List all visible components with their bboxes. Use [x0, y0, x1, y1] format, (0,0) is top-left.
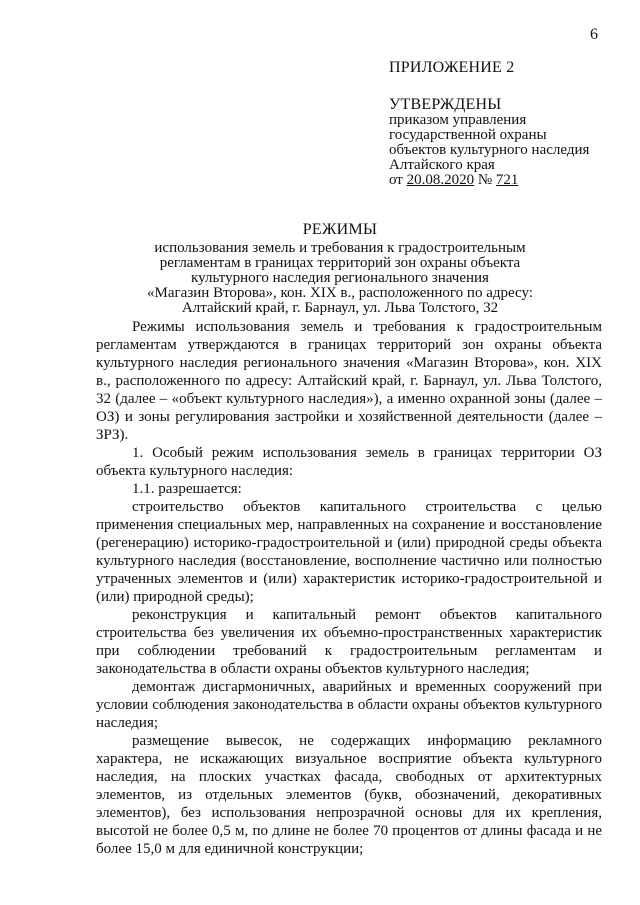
intro-paragraph: Режимы использования земель и требования к градостроительным регламентам утверждаются в границах территорий зон охраны объекта культурного наследия регионального значения «Магазин Второва», кон. XIX в., расположенного по адресу: Алтайский край, г. Барнаул, ул. Льва Толстого, 32 (далее – «объект культурного наследия»), а именно охранной зоны (далее – ОЗ) и зоны регулирования застройки и хозяйственной деятельности (далее – ЗРЗ).	[96, 319, 602, 443]
appendix-label: ПРИЛОЖЕНИЕ 2	[389, 59, 515, 76]
heading-line: использования земель и требования к градостроительным	[154, 240, 526, 256]
approval-date-line	[389, 173, 629, 188]
heading-line: регламентам в границах территорий зон охраны объекта	[159, 255, 521, 271]
list-paragraph: демонтаж дисгармоничных, аварийных и временных сооружений при условии соблюдения законодательства в области охраны объектов культурного наследия;	[96, 679, 602, 731]
heading-line: культурного наследия регионального значения	[191, 270, 489, 286]
approval-block	[389, 60, 629, 188]
heading-line: Алтайский край, г. Барнаул, ул. Льва Толстого, 32	[181, 300, 499, 316]
heading-line: «Магазин Второва», кон. XIX в., расположенного по адресу:	[147, 285, 533, 301]
document-title: РЕЖИМЫ	[302, 221, 378, 238]
approval-line: государственной охраны	[389, 127, 547, 143]
order-date: 20.08.2020	[406, 172, 475, 188]
approval-line: приказом управления	[389, 112, 527, 128]
approved-label: УТВЕРЖДЕНЫ	[389, 96, 502, 113]
subsection-paragraph: 1.1. разрешается:	[132, 481, 242, 497]
page-number: 6	[590, 26, 598, 43]
list-paragraph: реконструкция и капитальный ремонт объектов капитального строительства без увеличения их объемно-пространственных характеристик при соблюдении требований к градостроительным регламентам и законодательства в области охраны объектов культурного наследия;	[96, 607, 602, 677]
document-heading	[60, 222, 620, 316]
document-body	[96, 318, 602, 858]
approval-line: объектов культурного наследия	[389, 142, 590, 158]
section-paragraph: 1. Особый режим использования земель в границах территории ОЗ объекта культурного наследия:	[96, 445, 602, 479]
approval-line: Алтайского края	[389, 157, 495, 173]
date-prefix: от	[389, 172, 407, 188]
order-number: 721	[495, 172, 519, 188]
list-paragraph: строительство объектов капитального строительства с целью применения специальных мер, направленных на сохранение и восстановление (регенерацию) историко-градостроительной и (или) природной среды объекта культурного наследия (восстановление, восполнение частично или полностью утраченных элементов и (или) характеристик историко-градостроительной и (или) природной среды);	[96, 499, 602, 605]
number-sign: №	[474, 172, 496, 188]
list-paragraph: размещение вывесок, не содержащих информацию рекламного характера, не искажающих визуальное восприятие объекта культурного наследия, на плоских участках фасада, свободных от архитектурных элементов, из отдельных элементов (букв, обозначений, декоративных элементов), без использования непрозрачной основы для их крепления, высотой не более 0,5 м, по длине не более 70 процентов от длины фасада и не более 15,0 м для единичной конструкции;	[96, 733, 602, 857]
